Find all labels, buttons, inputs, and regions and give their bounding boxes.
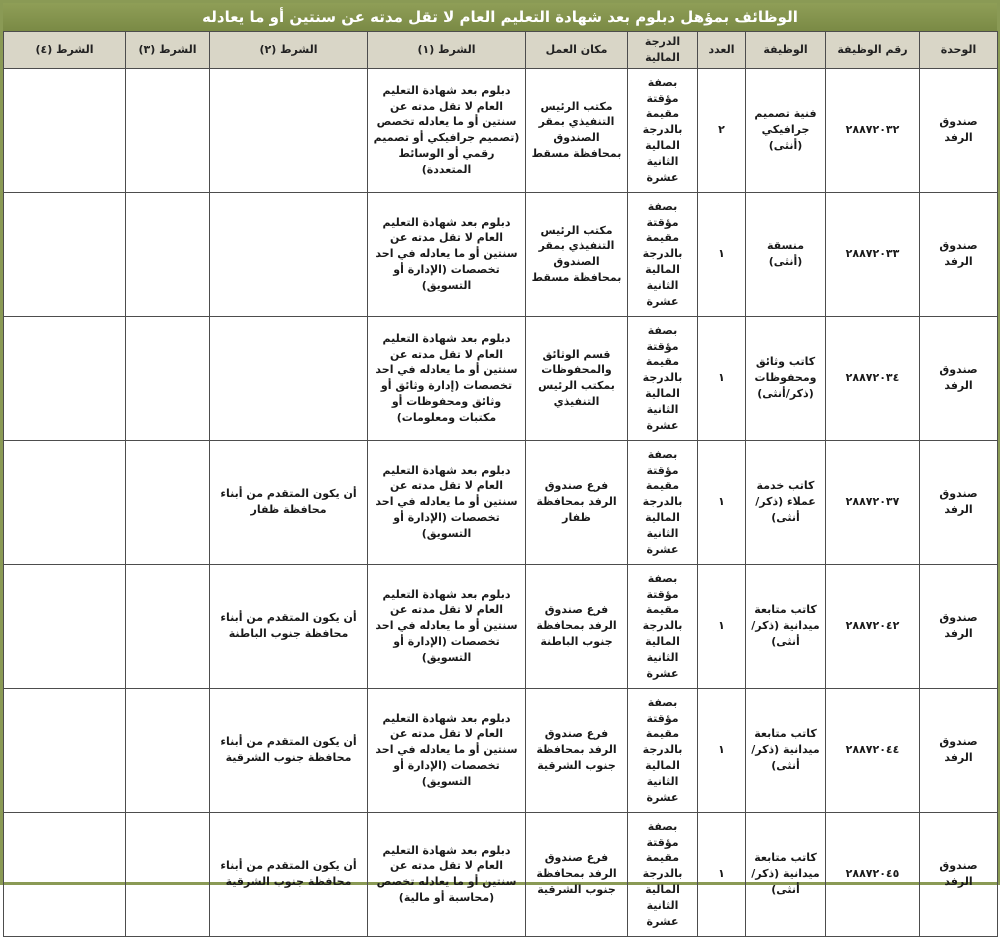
- header-job-title: الوظيفة: [746, 32, 826, 69]
- cell-grade: بصفة مؤقتة مقيمة بالدرجة المالية الثانية عشرة: [628, 316, 698, 440]
- cell-condition-1: دبلوم بعد شهادة التعليم العام لا تقل مدته عن سنتين أو ما يعادله تخصص (محاسبة أو مالية): [368, 812, 526, 936]
- header-condition-3: الشرط (٣): [126, 32, 210, 69]
- header-condition-1: الشرط (١): [368, 32, 526, 69]
- cell-condition-2: [210, 192, 368, 316]
- cell-job-title: كاتب خدمة عملاء (ذكر/أنثى): [746, 440, 826, 564]
- cell-grade: بصفة مؤقتة مقيمة بالدرجة المالية الثانية عشرة: [628, 564, 698, 688]
- header-workplace: مكان العمل: [526, 32, 628, 69]
- cell-condition-4: [4, 316, 126, 440]
- table-row: [4, 316, 998, 440]
- cell-grade: بصفة مؤقتة مقيمة بالدرجة المالية الثانية عشرة: [628, 440, 698, 564]
- cell-workplace: قسم الوثائق والمحفوظات بمكتب الرئيس التنفيذي: [526, 316, 628, 440]
- table-row: [4, 68, 998, 192]
- table-title: الوظائف بمؤهل دبلوم بعد شهادة التعليم العام لا تقل مدته عن سنتين أو ما يعادله: [3, 3, 997, 31]
- cell-condition-3: [126, 192, 210, 316]
- cell-condition-1: دبلوم بعد شهادة التعليم العام لا تقل مدته عن سنتين أو ما يعادله في احد تخصصات (الإدارة أو التسويق): [368, 688, 526, 812]
- cell-job-title: منسقة (أنثى): [746, 192, 826, 316]
- cell-workplace: مكتب الرئيس التنفيذي بمقر الصندوق بمحافظة مسقط: [526, 68, 628, 192]
- cell-job-title: كاتب وثائق ومحفوظات (ذكر/أنثى): [746, 316, 826, 440]
- cell-unit: صندوق الرفد: [920, 564, 998, 688]
- cell-condition-4: [4, 440, 126, 564]
- cell-workplace: فرع صندوق الرفد بمحافظة جنوب الباطنة: [526, 564, 628, 688]
- header-condition-4: الشرط (٤): [4, 32, 126, 69]
- cell-unit: صندوق الرفد: [920, 68, 998, 192]
- cell-condition-4: [4, 812, 126, 936]
- cell-condition-3: [126, 812, 210, 936]
- cell-condition-2: [210, 68, 368, 192]
- cell-job-number: ٢٨٨٧٢٠٣٣: [826, 192, 920, 316]
- cell-workplace: مكتب الرئيس التنفيذي بمقر الصندوق بمحافظة مسقط: [526, 192, 628, 316]
- cell-condition-2: [210, 316, 368, 440]
- cell-job-number: ٢٨٨٧٢٠٣٢: [826, 68, 920, 192]
- header-condition-2: الشرط (٢): [210, 32, 368, 69]
- cell-workplace: فرع صندوق الرفد بمحافظة جنوب الشرقية: [526, 688, 628, 812]
- cell-unit: صندوق الرفد: [920, 192, 998, 316]
- header-grade: الدرجة المالية: [628, 32, 698, 69]
- table-row: [4, 688, 998, 812]
- cell-job-title: فنية تصميم جرافيكي (أنثى): [746, 68, 826, 192]
- cell-job-title: كاتب متابعة ميدانية (ذكر/أنثى): [746, 812, 826, 936]
- cell-condition-4: [4, 192, 126, 316]
- cell-condition-3: [126, 564, 210, 688]
- cell-condition-1: دبلوم بعد شهادة التعليم العام لا تقل مدته عن سنتين أو ما يعادله في احد تخصصات (الإدارة أو التسويق): [368, 564, 526, 688]
- cell-condition-3: [126, 68, 210, 192]
- table-row: [4, 564, 998, 688]
- cell-condition-4: [4, 68, 126, 192]
- cell-condition-3: [126, 440, 210, 564]
- cell-condition-2: أن يكون المتقدم من أبناء محافظة جنوب الشرقية: [210, 812, 368, 936]
- cell-count: ٢: [698, 68, 746, 192]
- cell-count: ١: [698, 192, 746, 316]
- cell-condition-2: أن يكون المتقدم من أبناء محافظة جنوب الشرقية: [210, 688, 368, 812]
- cell-count: ١: [698, 564, 746, 688]
- cell-condition-3: [126, 688, 210, 812]
- cell-job-number: ٢٨٨٧٢٠٣٧: [826, 440, 920, 564]
- cell-workplace: فرع صندوق الرفد بمحافظة ظفار: [526, 440, 628, 564]
- cell-job-title: كاتب متابعة ميدانية (ذكر/أنثى): [746, 688, 826, 812]
- cell-count: ١: [698, 316, 746, 440]
- header-job-number: رقم الوظيفة: [826, 32, 920, 69]
- cell-condition-1: دبلوم بعد شهادة التعليم العام لا تقل مدته عن سنتين أو ما يعادله تخصص (تصميم جرافيكي أو تصميم رقمي أو الوسائط المتعددة): [368, 68, 526, 192]
- cell-unit: صندوق الرفد: [920, 688, 998, 812]
- cell-condition-2: أن يكون المتقدم من أبناء محافظة ظفار: [210, 440, 368, 564]
- table-row: [4, 812, 998, 936]
- cell-job-number: ٢٨٨٧٢٠٤٢: [826, 564, 920, 688]
- table-row: [4, 192, 998, 316]
- cell-condition-4: [4, 564, 126, 688]
- cell-unit: صندوق الرفد: [920, 440, 998, 564]
- cell-unit: صندوق الرفد: [920, 812, 998, 936]
- cell-count: ١: [698, 812, 746, 936]
- cell-job-number: ٢٨٨٧٢٠٤٥: [826, 812, 920, 936]
- cell-grade: بصفة مؤقتة مقيمة بالدرجة المالية الثانية عشرة: [628, 812, 698, 936]
- cell-count: ١: [698, 440, 746, 564]
- cell-condition-1: دبلوم بعد شهادة التعليم العام لا تقل مدته عن سنتين أو ما يعادله في احد تخصصات (الإدارة أو التسويق): [368, 440, 526, 564]
- header-row: [4, 32, 998, 69]
- cell-grade: بصفة مؤقتة مقيمة بالدرجة المالية الثانية عشرة: [628, 68, 698, 192]
- header-count: العدد: [698, 32, 746, 69]
- cell-job-number: ٢٨٨٧٢٠٣٤: [826, 316, 920, 440]
- cell-condition-2: أن يكون المتقدم من أبناء محافظة جنوب الباطنة: [210, 564, 368, 688]
- cell-grade: بصفة مؤقتة مقيمة بالدرجة المالية الثانية عشرة: [628, 688, 698, 812]
- cell-job-number: ٢٨٨٧٢٠٤٤: [826, 688, 920, 812]
- cell-workplace: فرع صندوق الرفد بمحافظة جنوب الشرقية: [526, 812, 628, 936]
- cell-job-title: كاتب متابعة ميدانية (ذكر/أنثى): [746, 564, 826, 688]
- cell-condition-1: دبلوم بعد شهادة التعليم العام لا تقل مدته عن سنتين أو ما يعادله في احد تخصصات (إدارة وثائق أو وثائق ومحفوظات أو مكتبات ومعلومات): [368, 316, 526, 440]
- cell-grade: بصفة مؤقتة مقيمة بالدرجة المالية الثانية عشرة: [628, 192, 698, 316]
- cell-condition-1: دبلوم بعد شهادة التعليم العام لا تقل مدته عن سنتين أو ما يعادله في احد تخصصات (الإدارة أو التسويق): [368, 192, 526, 316]
- table-row: [4, 440, 998, 564]
- header-unit: الوحدة: [920, 32, 998, 69]
- jobs-table: [3, 31, 998, 937]
- cell-count: ١: [698, 688, 746, 812]
- cell-condition-3: [126, 316, 210, 440]
- cell-unit: صندوق الرفد: [920, 316, 998, 440]
- cell-condition-4: [4, 688, 126, 812]
